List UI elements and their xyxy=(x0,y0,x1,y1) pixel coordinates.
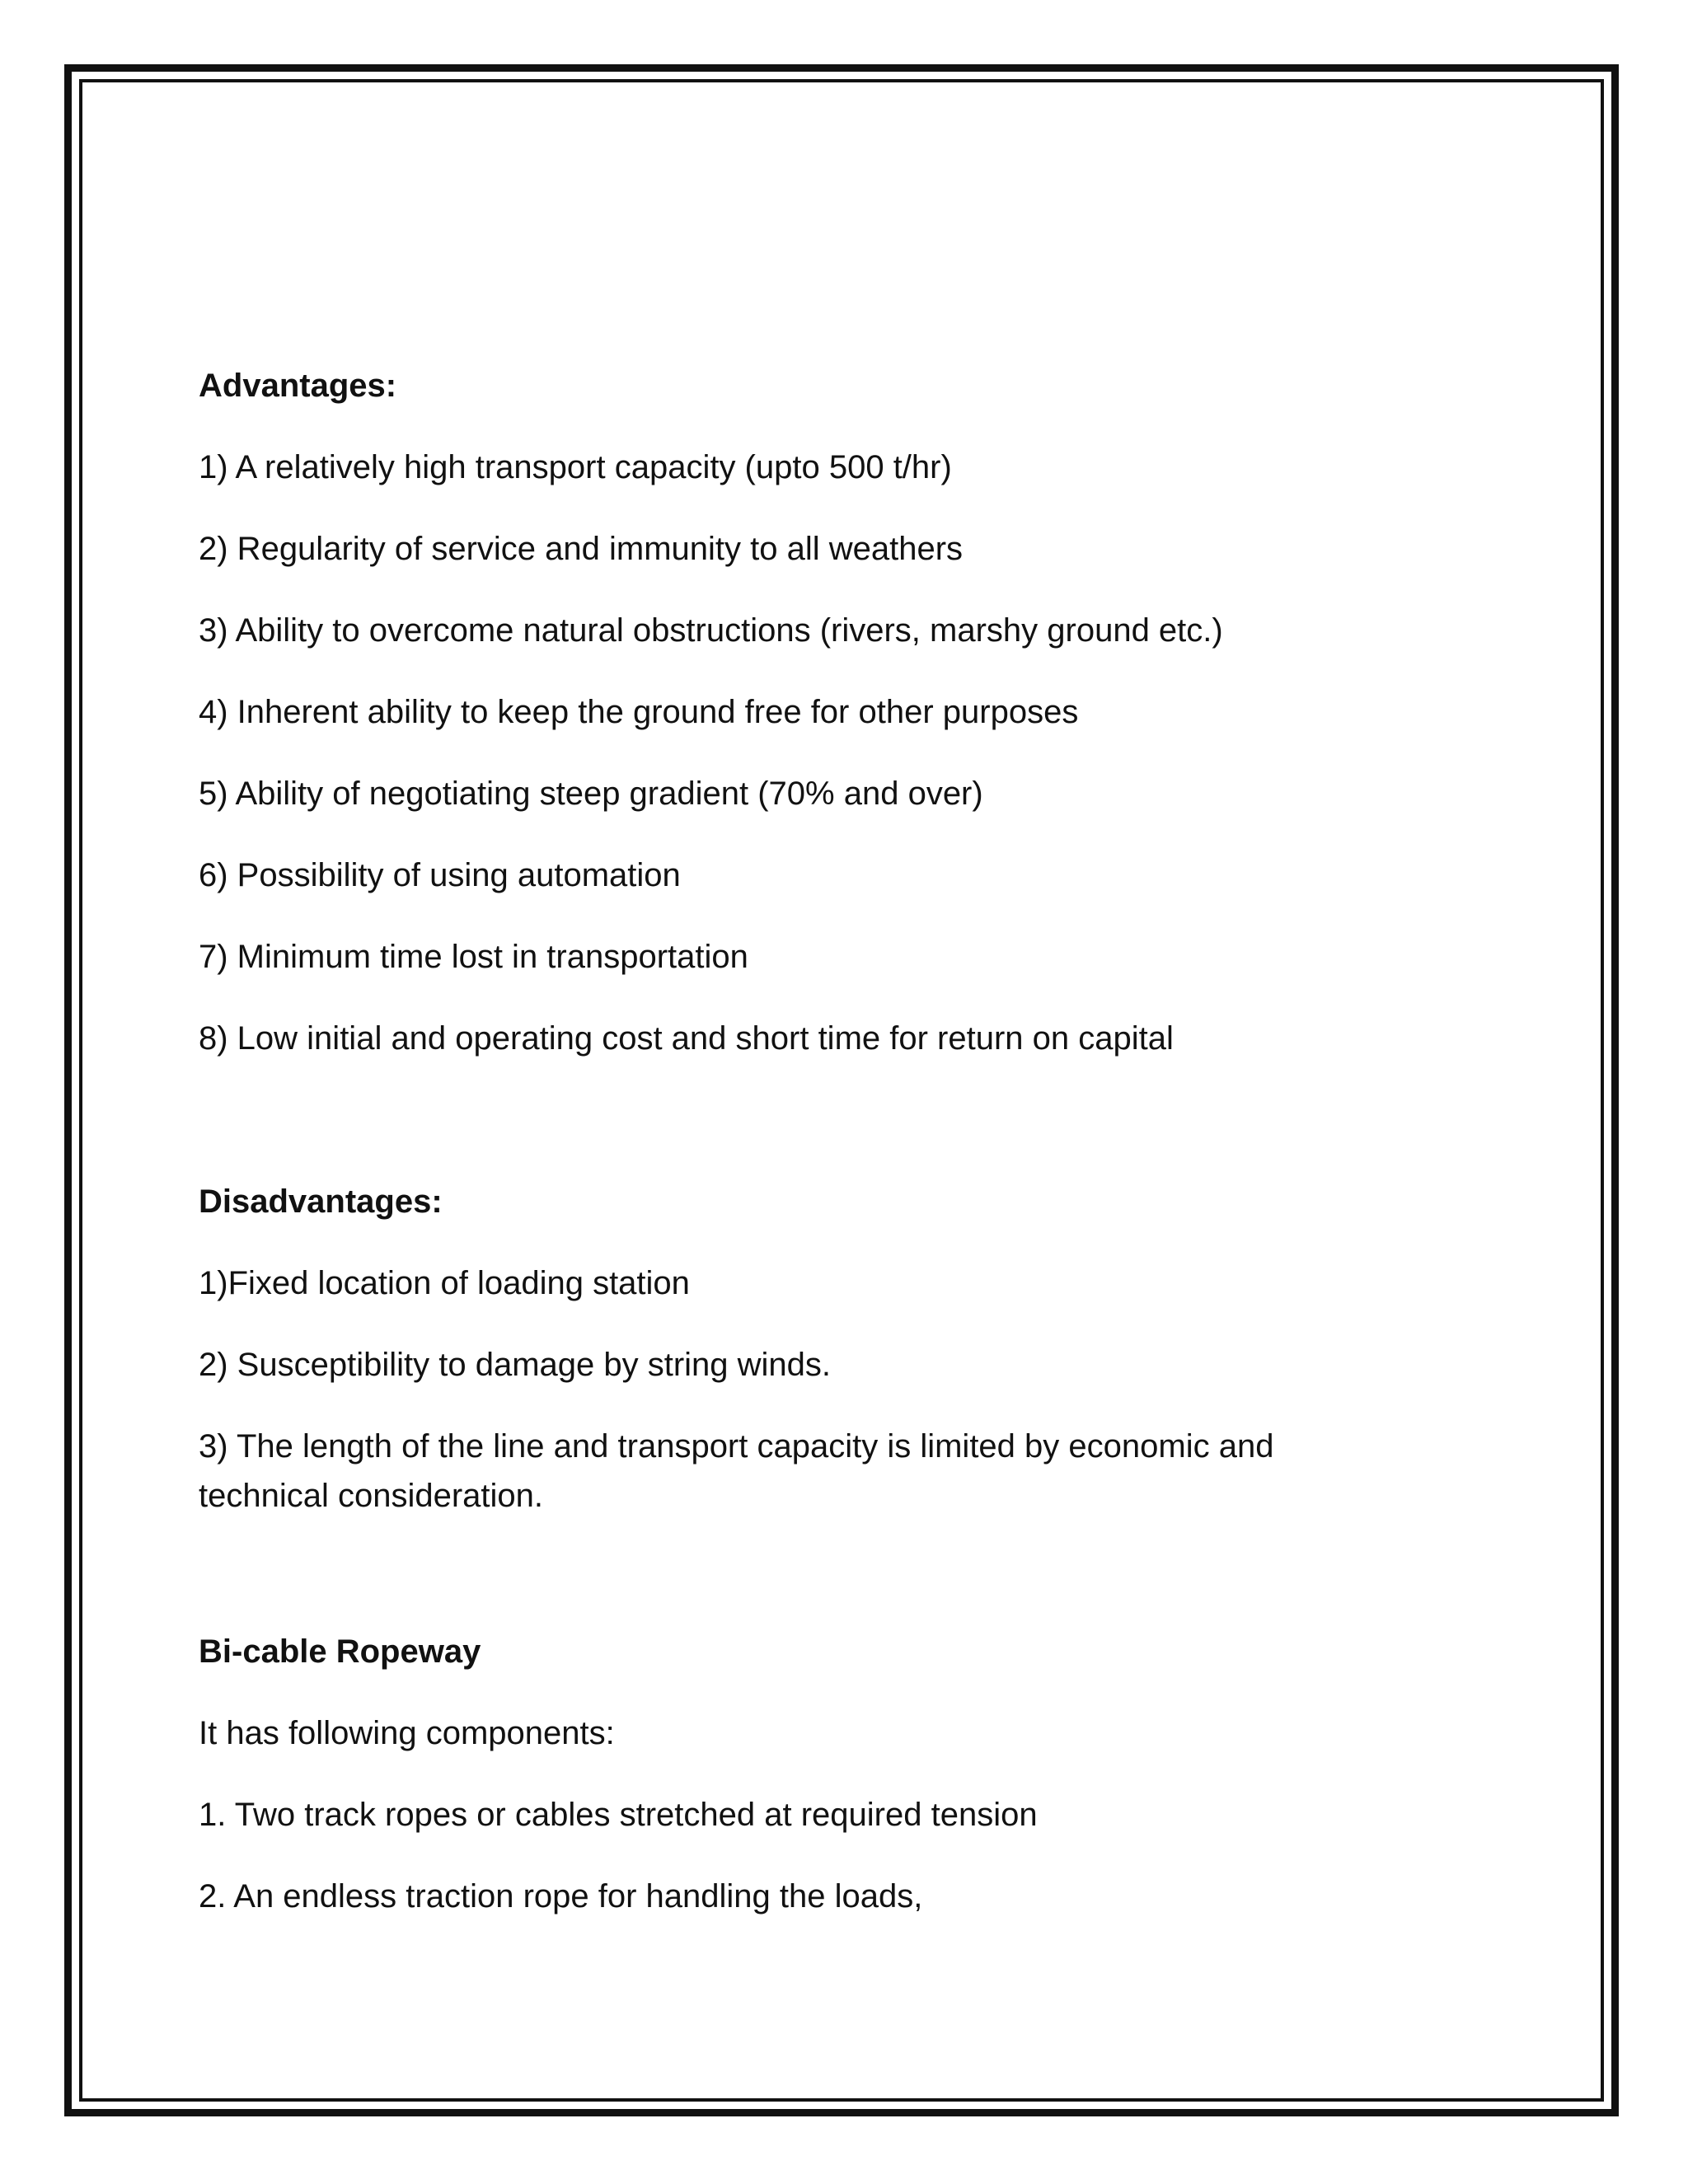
bicable-heading: Bi-cable Ropeway xyxy=(199,1633,481,1670)
bicable-components-list xyxy=(199,1790,1435,1921)
advantage-item-6: 6) Possibility of using automation xyxy=(199,857,681,893)
bicable-component-2: 2. An endless traction rope for handling the loads, xyxy=(199,1878,923,1915)
disadvantage-item-1: 1)Fixed location of loading station xyxy=(199,1265,690,1301)
disadvantages-list xyxy=(199,1258,1435,1521)
advantage-item-3: 3) Ability to overcome natural obstructions (rivers, marshy ground etc.) xyxy=(199,612,1223,649)
disadvantages-heading: Disadvantages: xyxy=(199,1183,443,1220)
advantages-heading: Advantages: xyxy=(199,368,397,404)
advantage-item-7: 7) Minimum time lost in transportation xyxy=(199,939,748,975)
disadvantage-item-3: 3) The length of the line and transport capacity is limited by economic and technical consideration. xyxy=(199,1428,1274,1514)
disadvantage-item-2: 2) Susceptibility to damage by string winds. xyxy=(199,1347,832,1383)
advantage-item-2: 2) Regularity of service and immunity to all weathers xyxy=(199,531,964,567)
document-body xyxy=(199,361,1435,1953)
bicable-intro: It has following components: xyxy=(199,1715,615,1751)
advantage-item-4: 4) Inherent ability to keep the ground free for other purposes xyxy=(199,694,1079,730)
section-spacer xyxy=(199,1553,1435,1627)
bicable-component-1: 1. Two track ropes or cables stretched at required tension xyxy=(199,1797,1038,1833)
section-spacer xyxy=(199,1095,1435,1177)
advantage-item-8: 8) Low initial and operating cost and short time for return on capital xyxy=(199,1020,1174,1057)
advantages-list xyxy=(199,443,1435,1063)
advantage-item-5: 5) Ability of negotiating steep gradient (70% and over) xyxy=(199,776,983,812)
advantage-item-1: 1) A relatively high transport capacity (upto 500 t/hr) xyxy=(199,449,952,485)
